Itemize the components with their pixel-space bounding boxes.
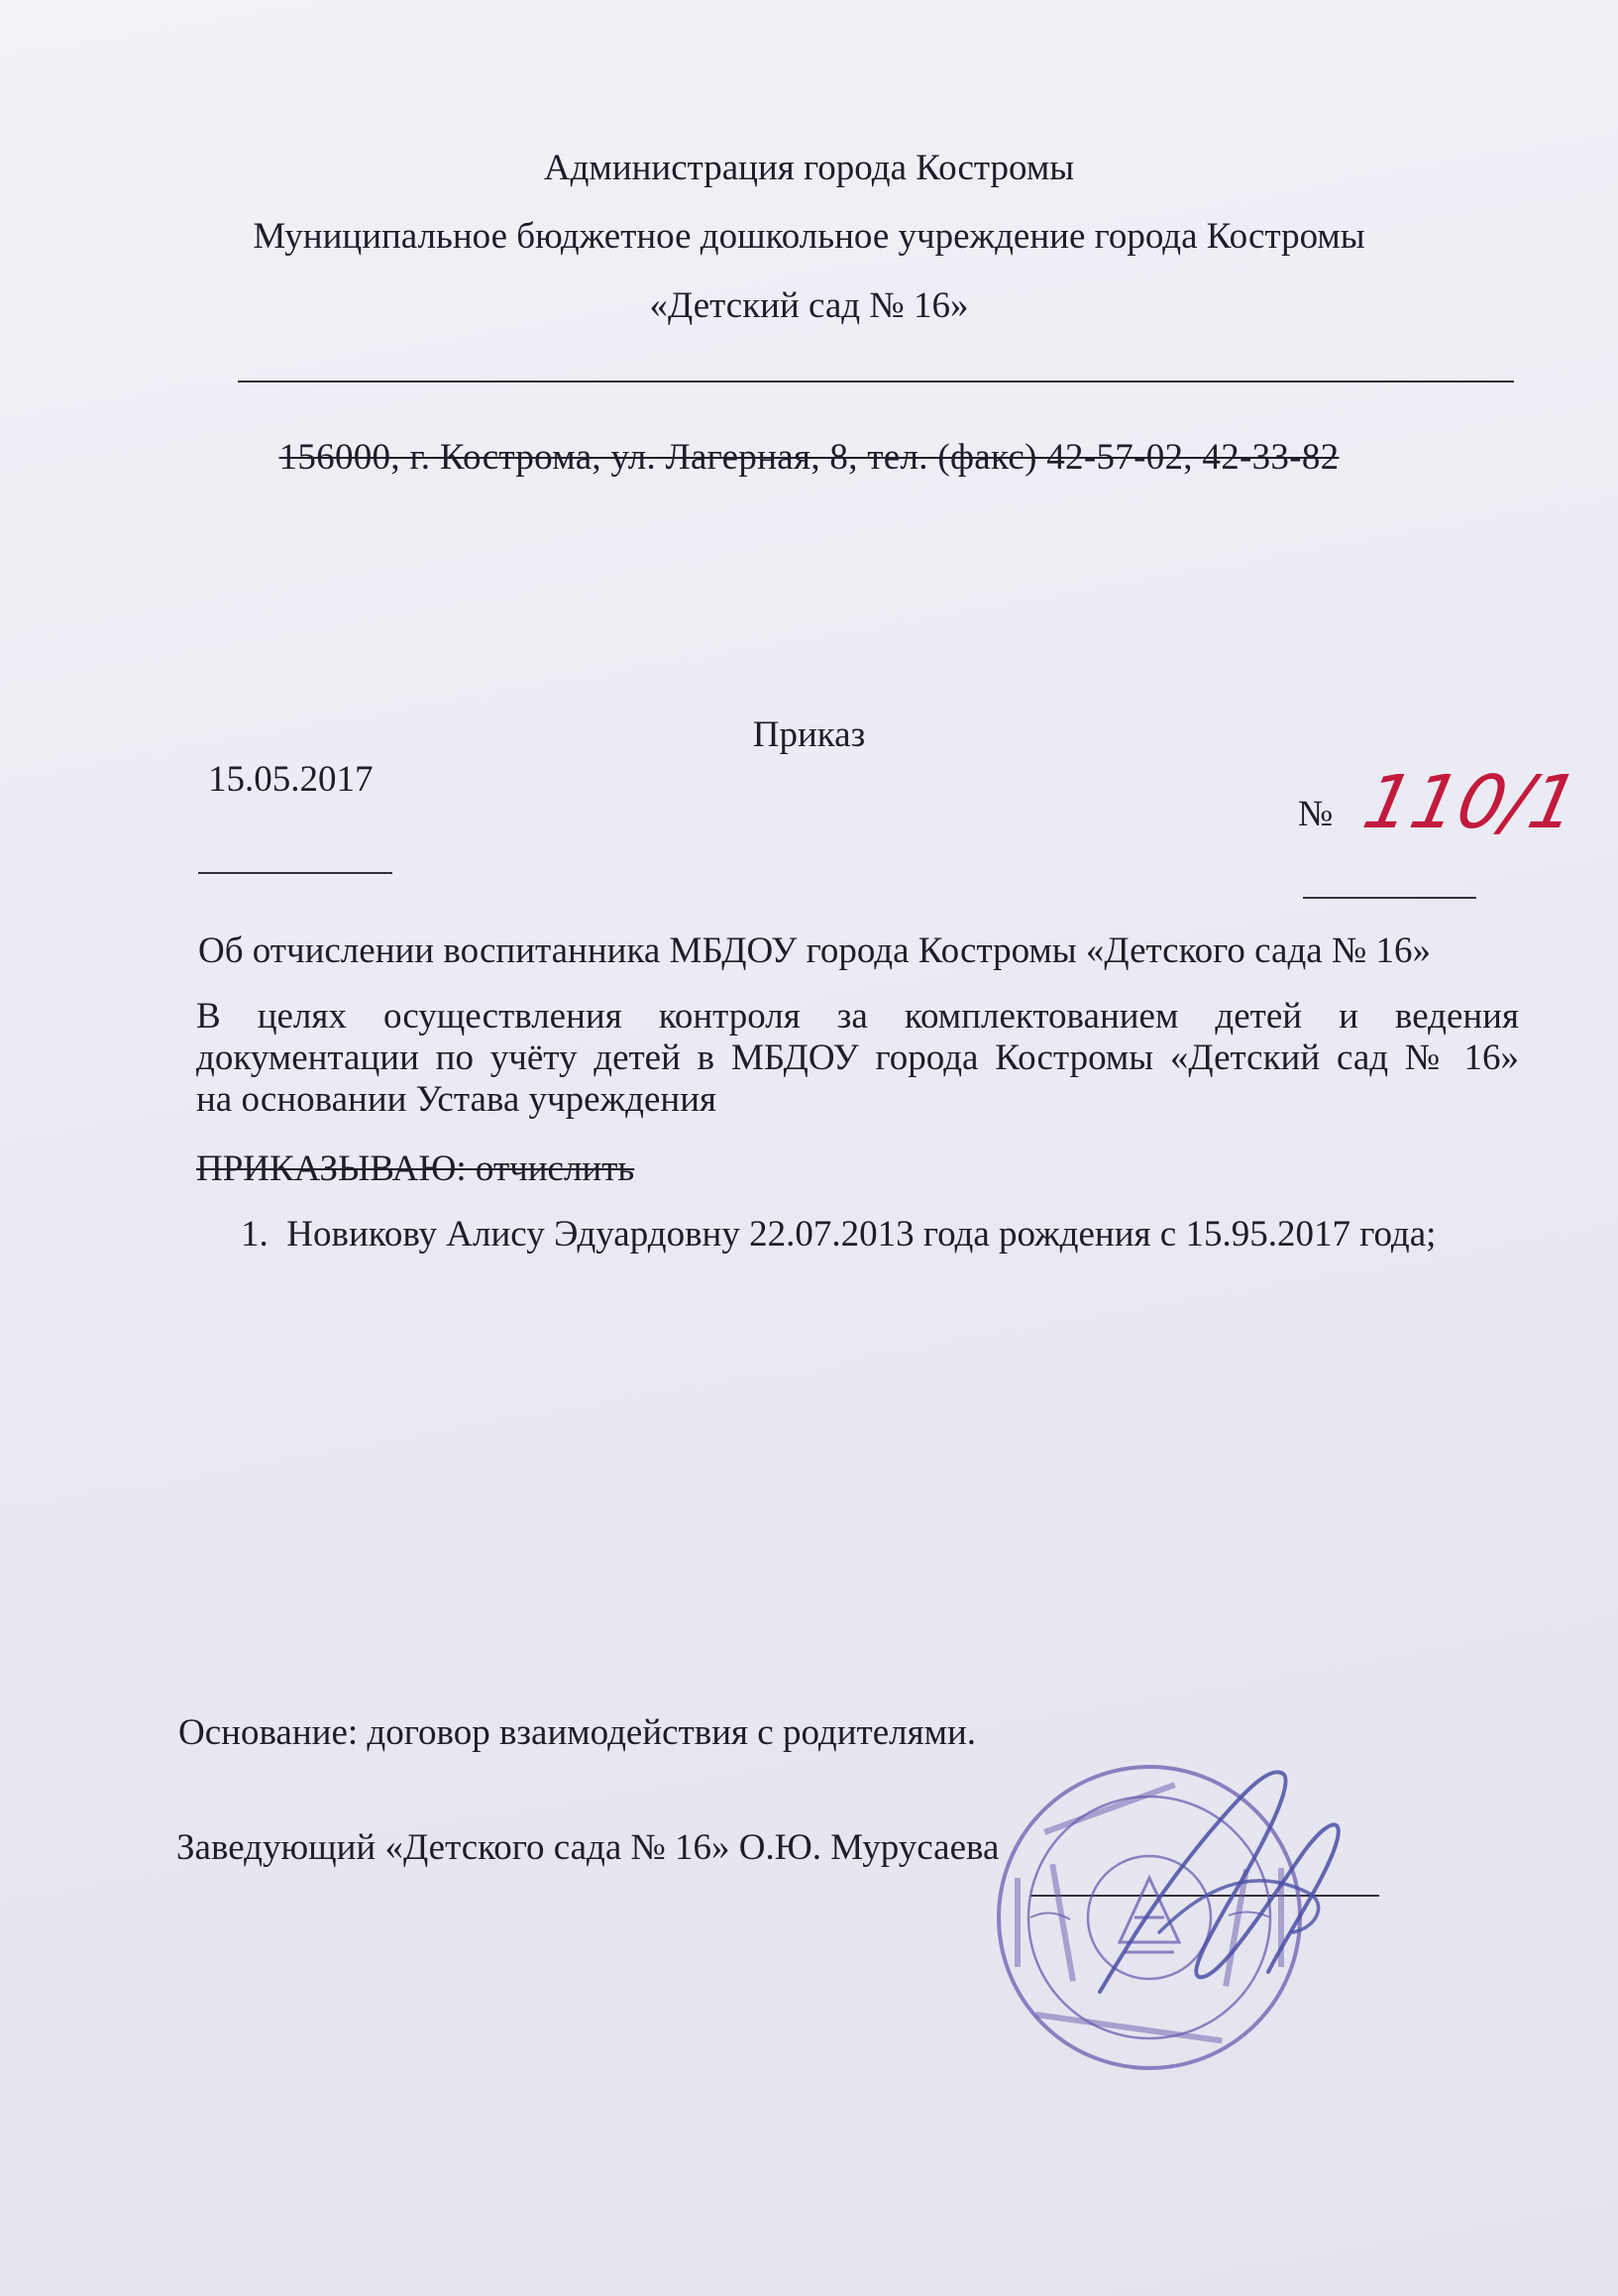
number-underline bbox=[1303, 897, 1476, 899]
handwritten-signature bbox=[1070, 1744, 1367, 2041]
document-title: Приказ bbox=[752, 714, 866, 755]
preamble-line-1: В целях осуществления контроля за комплектованием детей и ведения bbox=[196, 996, 1519, 1037]
list-item-number: 1. bbox=[241, 1214, 269, 1255]
header-administration: Администрация города Костромы bbox=[543, 148, 1075, 188]
header-kindergarten: «Детский сад № 16» bbox=[649, 285, 969, 326]
signatory: Заведующий «Детского сада № 16» О.Ю. Мурусаева bbox=[176, 1827, 1000, 1868]
order-subject: Об отчислении воспитанника МБДОУ города Костромы «Детского сада № 16» bbox=[198, 930, 1432, 971]
order-basis: Основание: договор взаимодействия с родителями. bbox=[178, 1712, 977, 1753]
order-number-label: № bbox=[1298, 794, 1334, 834]
order-directive: ПРИКАЗЫВАЮ: отчислить bbox=[196, 1148, 635, 1189]
order-date: 15.05.2017 bbox=[208, 759, 374, 800]
list-item-text: Новикову Алису Эдуардовну 22.07.2013 года рождения с 15.95.2017 года; bbox=[286, 1214, 1437, 1255]
preamble-line-2: документации по учёту детей в МБДОУ города Костромы «Детский сад № 16» bbox=[196, 1038, 1519, 1078]
list-item bbox=[241, 1213, 1436, 1257]
date-underline bbox=[198, 872, 392, 874]
header-divider bbox=[238, 381, 1514, 383]
order-preamble bbox=[196, 996, 1519, 1121]
header-institution: Муниципальное бюджетное дошкольное учреждение города Костромы bbox=[253, 216, 1365, 257]
order-number-handwritten: 110/1 bbox=[1355, 760, 1586, 845]
preamble-line-3: на основании Устава учреждения bbox=[196, 1079, 717, 1120]
header-address: 156000, г. Кострома, ул. Лагерная, 8, тел. (факс) 42-57-02, 42-33-82 bbox=[278, 437, 1340, 478]
